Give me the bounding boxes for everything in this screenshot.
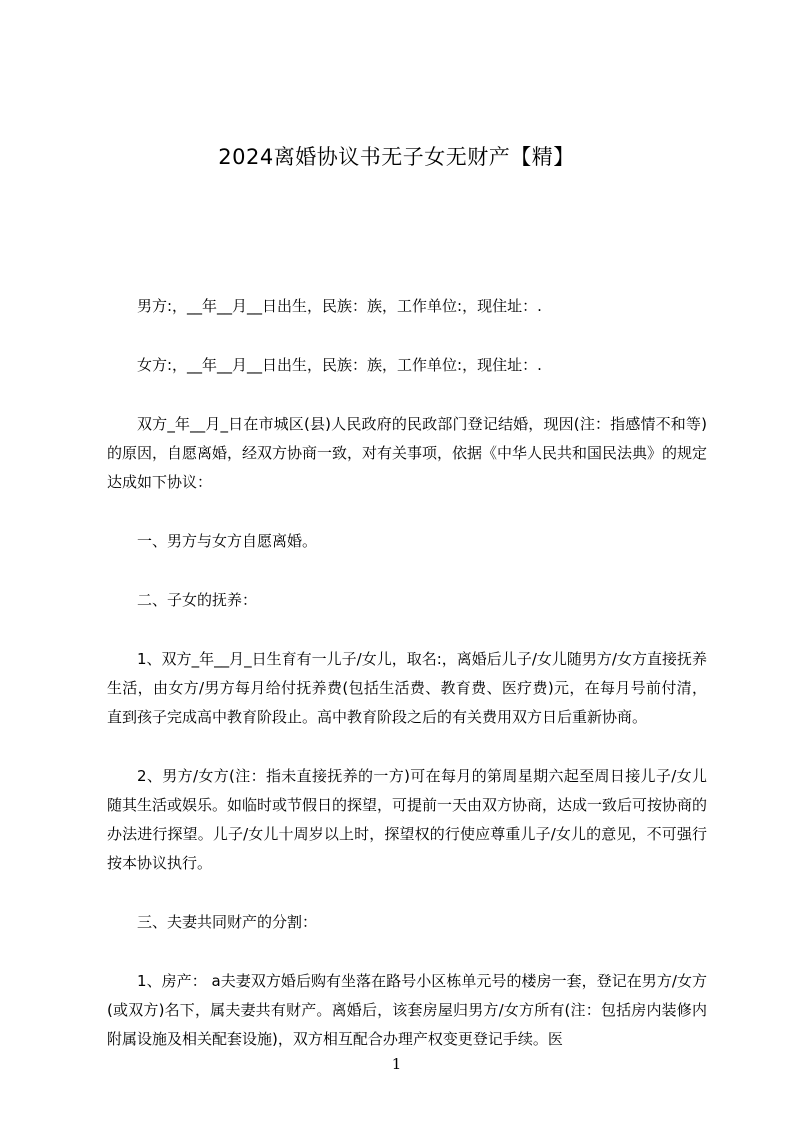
paragraph-clause-2-heading: 二、子女的抚养： [137,591,258,609]
paragraph-clause-3-1: 1、房产： a夫妻双方婚后购有坐落在路号小区栋单元号的楼房一套，登记在男方/女方(或双方)名下，属夫妻共有财产。离婚后，该套房屋归男方/女方所有(注：包括房内装修内附属设施及相关配套设施)，双方相互配合办理产权变更登记手续。医 [107,972,707,1048]
paragraph-clause-1: 一、男方与女方自愿离婚。 [137,532,318,550]
paragraph-clause-3-heading: 三、夫妻共同财产的分割： [137,913,318,931]
document-title: 2024离婚协议书无子女无财产【精】 [218,145,575,169]
paragraph-male-party: 男方:，__年__月__日出生，民族：族，工作单位:，现住址：. [137,297,542,315]
paragraph-preamble: 双方_年__月_日在市城区(县)人民政府的民政部门登记结婚，现因(注：指感情不和等)的原因，自愿离婚，经双方协商一致，对有关事项，依据《中华人民共和国民法典》的规定达成如下协议： [107,415,708,491]
page-number: 1 [391,1055,402,1073]
paragraph-female-party: 女方:，__年__月__日出生，民族：族，工作单位:，现住址：. [137,356,542,374]
paragraph-clause-2-1: 1、双方_年__月_日生育有一儿子/女儿，取名:，离婚后儿子/女儿随男方/女方直接抚养生活，由女方/男方每月给付抚养费(包括生活费、教育费、医疗费)元，在每月号前付清，直到孩子完成高中教育阶段止。高中教育阶段之后的有关费用双方日后重新协商。 [107,650,707,726]
document-body [107,292,707,1084]
paragraph-clause-2-2: 2、男方/女方(注：指未直接抚养的一方)可在每月的第周星期六起至周日接儿子/女儿随其生活或娱乐。如临时或节假日的探望，可提前一天由双方协商，达成一致后可按协商的办法进行探望。儿子/女儿十周岁以上时，探望权的行使应尊重儿子/女儿的意见，不可强行按本协议执行。 [107,767,708,872]
